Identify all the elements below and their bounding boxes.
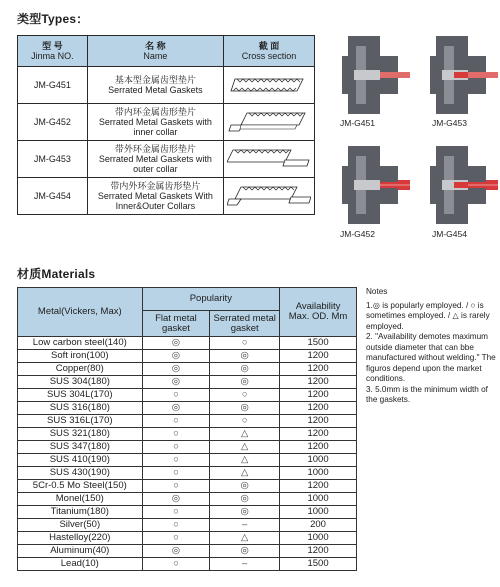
table-row — [18, 493, 357, 506]
serrated-gasket-inner-collar-icon — [227, 107, 311, 135]
metal-cell: SUS 321(180) — [18, 428, 143, 441]
serrated-cell: △ — [210, 467, 280, 480]
table-row — [18, 532, 357, 545]
availability-cell: 1200 — [280, 350, 357, 363]
availability-cell: 1200 — [280, 363, 357, 376]
table-row — [18, 467, 357, 480]
flat-cell: ○ — [142, 506, 210, 519]
table-row — [18, 519, 357, 532]
header-cn: 型 号 — [42, 41, 63, 51]
drawing-label-g451: JM-G451 — [340, 118, 375, 128]
metal-cell: Aluminum(40) — [18, 545, 143, 558]
flat-cell: ○ — [142, 428, 210, 441]
serrated-cell: △ — [210, 441, 280, 454]
table-row — [18, 428, 357, 441]
header-availability: Availability Max. OD. Mm — [280, 288, 357, 337]
type-name — [87, 67, 223, 104]
drawing-label-g452: JM-G452 — [340, 229, 375, 239]
flat-cell: ◎ — [142, 545, 210, 558]
availability-cell: 1200 — [280, 428, 357, 441]
availability-cell: 1000 — [280, 493, 357, 506]
flat-cell: ◎ — [142, 402, 210, 415]
availability-cell: 1200 — [280, 402, 357, 415]
table-row — [18, 67, 315, 104]
name-cn: 基本型金属齿型垫片 — [114, 75, 196, 85]
flat-cell: ◎ — [142, 493, 210, 506]
flange-drawing-g452 — [340, 146, 410, 224]
table-row — [18, 454, 357, 467]
note-item: 1.◎ is popularly employed. / ○ is sometimes employed. / △ is rarely employed. — [366, 300, 490, 331]
cross-section-cell — [224, 178, 315, 215]
name-cn: 带内外环金属齿形垫片 — [110, 181, 201, 191]
table-row — [18, 350, 357, 363]
flat-cell: ○ — [142, 519, 210, 532]
header-flat: Flat metal gasket — [142, 311, 210, 337]
cross-section-cell — [224, 67, 315, 104]
table-row — [18, 402, 357, 415]
metal-cell: SUS 430(190) — [18, 467, 143, 480]
metal-cell: 5Cr-0.5 Mo Steel(150) — [18, 480, 143, 493]
header-serrated: Serrated metal gasket — [210, 311, 280, 337]
table-row — [18, 178, 315, 215]
table-row — [18, 506, 357, 519]
table-row — [18, 104, 315, 141]
metal-cell: SUS 347(180) — [18, 441, 143, 454]
metal-cell: Monel(150) — [18, 493, 143, 506]
table-row — [18, 558, 357, 571]
cross-section-cell — [224, 141, 315, 178]
header-name — [87, 36, 223, 67]
serrated-cell: – — [210, 519, 280, 532]
metal-cell: Titanium(180) — [18, 506, 143, 519]
availability-cell: 1000 — [280, 532, 357, 545]
flat-cell: ○ — [142, 441, 210, 454]
header-en: Cross section — [241, 51, 297, 61]
type-name — [87, 104, 223, 141]
name-en: Serrated Metal Gaskets with inner collar — [98, 117, 212, 137]
table-row — [18, 480, 357, 493]
serrated-cell: ◎ — [210, 480, 280, 493]
header-jinma-no — [18, 36, 88, 67]
drawing-label-g454: JM-G454 — [432, 229, 467, 239]
serrated-cell: ○ — [210, 389, 280, 402]
flat-cell: ○ — [142, 558, 210, 571]
header-cross-section — [224, 36, 315, 67]
drawing-label-g453: JM-G453 — [432, 118, 467, 128]
serrated-cell: ◎ — [210, 493, 280, 506]
serrated-cell: ◎ — [210, 376, 280, 389]
flat-cell: ○ — [142, 467, 210, 480]
type-code: JM-G452 — [18, 104, 88, 141]
availability-cell: 1000 — [280, 506, 357, 519]
types-header-row — [18, 36, 315, 67]
materials-heading: 材质Materials — [17, 267, 96, 281]
flat-cell: ○ — [142, 389, 210, 402]
name-en: Serrated Metal Gaskets With Inner&Outer Collars — [97, 191, 213, 211]
serrated-cell: ◎ — [210, 402, 280, 415]
serrated-cell: – — [210, 558, 280, 571]
availability-cell: 1200 — [280, 480, 357, 493]
notes-title: Notes — [366, 287, 388, 296]
table-row — [18, 441, 357, 454]
flat-cell: ○ — [142, 532, 210, 545]
flat-cell: ◎ — [142, 350, 210, 363]
availability-cell: 1200 — [280, 376, 357, 389]
serrated-gasket-icon — [227, 71, 311, 97]
types-table — [17, 35, 315, 215]
availability-cell: 1500 — [280, 558, 357, 571]
cross-section-cell — [224, 104, 315, 141]
type-name — [87, 178, 223, 215]
materials-table — [17, 287, 357, 571]
availability-cell: 1000 — [280, 467, 357, 480]
metal-cell: SUS 316(180) — [18, 402, 143, 415]
header-en: Jinma NO. — [31, 51, 74, 61]
availability-cell: 1200 — [280, 441, 357, 454]
metal-cell: SUS 316L(170) — [18, 415, 143, 428]
table-row — [18, 415, 357, 428]
serrated-cell: △ — [210, 454, 280, 467]
metal-cell: Silver(50) — [18, 519, 143, 532]
serrated-cell: ○ — [210, 415, 280, 428]
header-metal: Metal(Vickers, Max) — [18, 288, 143, 337]
availability-cell: 1200 — [280, 545, 357, 558]
type-code: JM-G454 — [18, 178, 88, 215]
metal-cell: Hastelloy(220) — [18, 532, 143, 545]
serrated-cell: ◎ — [210, 350, 280, 363]
notes-panel — [366, 287, 498, 406]
availability-cell: 1000 — [280, 454, 357, 467]
serrated-cell: ○ — [210, 337, 280, 350]
metal-cell: SUS 304(180) — [18, 376, 143, 389]
table-row — [18, 141, 315, 178]
availability-cell: 1500 — [280, 337, 357, 350]
note-item: 2. "Availability demotes maximum outside diameter that can bbe manufactured without welding." The figuros depend upon the market conditions. — [366, 332, 496, 383]
type-code: JM-G451 — [18, 67, 88, 104]
serrated-gasket-inner-outer-collar-icon — [227, 181, 311, 209]
flange-drawing-g451 — [340, 36, 410, 114]
metal-cell: Low carbon steel(140) — [18, 337, 143, 350]
materials-body — [18, 337, 357, 571]
table-row — [18, 389, 357, 402]
metal-cell: SUS 304L(170) — [18, 389, 143, 402]
table-row — [18, 337, 357, 350]
header-en: Name — [143, 51, 168, 61]
table-row — [18, 545, 357, 558]
table-row — [18, 363, 357, 376]
name-cn: 带外环金属齿形垫片 — [114, 144, 196, 154]
name-cn: 带内环金属齿形垫片 — [114, 107, 196, 117]
serrated-gasket-outer-collar-icon — [227, 144, 311, 172]
serrated-cell: △ — [210, 428, 280, 441]
serrated-cell: ◎ — [210, 506, 280, 519]
type-code: JM-G453 — [18, 141, 88, 178]
header-cn: 名 称 — [145, 41, 166, 51]
metal-cell: Copper(80) — [18, 363, 143, 376]
serrated-cell: ◎ — [210, 545, 280, 558]
type-name — [87, 141, 223, 178]
flat-cell: ◎ — [142, 363, 210, 376]
availability-cell: 200 — [280, 519, 357, 532]
serrated-cell: △ — [210, 532, 280, 545]
header-popularity: Popularity — [142, 288, 280, 311]
materials-header-row — [18, 288, 357, 311]
metal-cell: SUS 410(190) — [18, 454, 143, 467]
name-en: Serrated Metal Gaskets with outer collar — [98, 154, 212, 174]
flat-cell: ○ — [142, 454, 210, 467]
serrated-cell: ◎ — [210, 363, 280, 376]
note-item: 3. 5.0mm is the minimum width of the gaskets. — [366, 384, 488, 404]
availability-cell: 1200 — [280, 415, 357, 428]
header-cn: 截 面 — [258, 41, 280, 51]
metal-cell: Soft iron(100) — [18, 350, 143, 363]
flange-drawing-g454 — [428, 146, 498, 224]
table-row — [18, 376, 357, 389]
types-heading: 类型Types： — [17, 12, 89, 26]
flat-cell: ○ — [142, 480, 210, 493]
name-en: Serrated Metal Gaskets — [108, 85, 203, 95]
flat-cell: ◎ — [142, 337, 210, 350]
flange-drawing-g453 — [428, 36, 498, 114]
availability-cell: 1200 — [280, 389, 357, 402]
metal-cell: Lead(10) — [18, 558, 143, 571]
flat-cell: ◎ — [142, 376, 210, 389]
flat-cell: ○ — [142, 415, 210, 428]
